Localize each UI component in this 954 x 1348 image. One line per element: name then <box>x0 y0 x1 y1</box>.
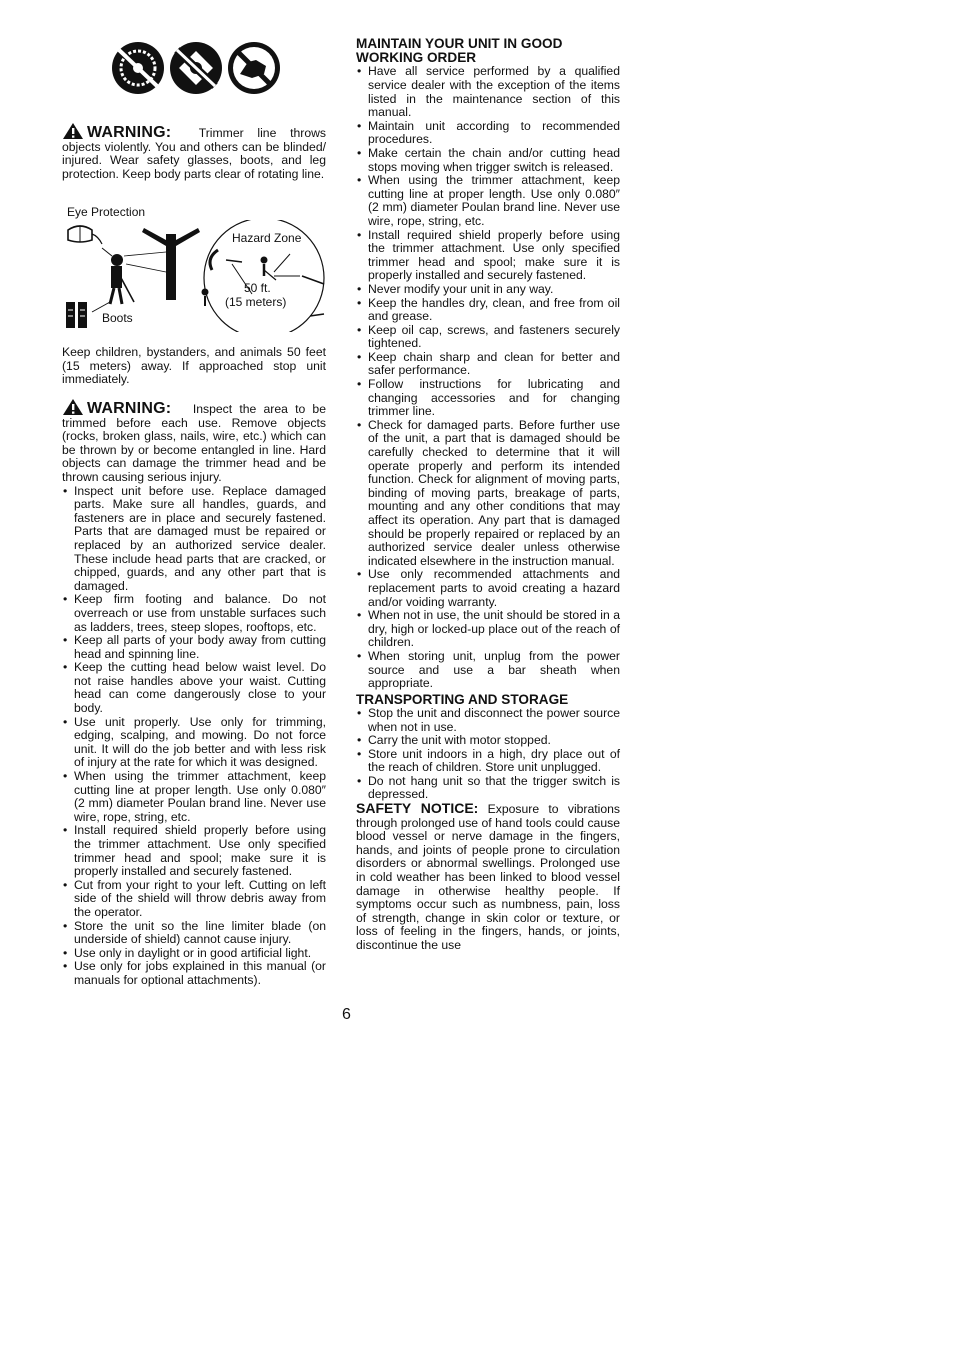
maintain-heading: MAINTAIN YOUR UNIT IN GOOD WORKING ORDER <box>356 36 563 66</box>
safety-notice-label: SAFETY NOTICE: <box>356 800 479 817</box>
list-item: • Check for damaged parts. Before further use of the unit, a part that is damaged should be carefully checked to determine that it will operate properly and perform its intended function. Check for alignment of moving parts, binding of moving parts, breakage of parts, mounting and any other conditions that may affect its operation. Any part that is damaged should be properly repaired or replaced by an authorized service dealer unless otherwise indicated elsewhere in the instruction manual. <box>356 419 620 569</box>
list-item: • Do not hang unit so that the trigger switch is depressed. <box>356 775 620 802</box>
list-item: • Keep all parts of your body away from cutting head and spinning line. <box>62 634 326 661</box>
transport-heading: TRANSPORTING AND STORAGE <box>356 691 569 707</box>
right-column-flow <box>356 37 620 953</box>
list-item: • Keep oil cap, screws, and fasteners securely tightened. <box>356 324 620 351</box>
list-item: • Keep the cutting head below waist level. Do not raise handles above your waist. Cutting head can come dangerously close to your body. <box>62 661 326 715</box>
list-item: • When using the trimmer attachment, keep cutting line at proper length. Use only 0.080″ (2 mm) diameter Poulan brand line. Never use wire, rope, string, etc. <box>62 770 326 824</box>
list-item: • Carry the unit with motor stopped. <box>356 734 620 748</box>
list-item: • Keep the handles dry, clean, and free from oil and grease. <box>356 297 620 324</box>
warning-label: WARNING: <box>87 124 172 141</box>
safety-notice-text: Exposure to vibrations through prolonged use of hand tools could cause blood vessel or nerve damage in the fingers, hands, and joints of people prone to circulation disorders or abnormal swellings. Prolonged use in cold weather has been linked to blood vessel damage in otherwise healthy people. If symptoms occur such as numbness, pain, loss of strength, change in skin color or texture, or loss of feeling in the fingers, hands, or joints, discontinue the use <box>356 802 621 953</box>
warning-inspect-paragraph <box>62 398 326 485</box>
transport-list <box>356 707 620 802</box>
hazard-zone-figure <box>62 204 326 334</box>
list-item: • Stop the unit and disconnect the power source when not in use. <box>356 707 620 734</box>
hand-prohibited-icon <box>228 42 280 94</box>
tree-icon <box>124 228 200 300</box>
list-item: • Maintain unit according to recommended procedures. <box>356 120 620 147</box>
list-item: • Use unit properly. Use only for trimming, edging, scalping, and mowing. Do not force unit. It will do the job better and with less risk of injury at the rate for which it was designed. <box>62 716 326 770</box>
hazard-zone-label: Hazard Zone <box>232 231 302 245</box>
list-item: • Make certain the chain and/or cutting head stops moving when trigger switch is released. <box>356 147 620 174</box>
bystanders-paragraph: Keep children, bystanders, and animals 50 feet (15 meters) away. If approached stop unit immediately. <box>62 345 326 387</box>
list-item: • Store unit indoors in a high, dry place out of the reach of children. Store unit unplugged. <box>356 748 620 775</box>
list-item: • Install required shield properly before using the trimmer attachment. Use only specified trimmer head and spool; make sure it is properly installed and securely fastened. <box>62 824 326 878</box>
list-item: • When using the trimmer attachment, keep cutting line at proper length. Use only 0.080″ (2 mm) diameter Poulan brand line. Never use wire, rope, string, etc. <box>356 174 620 228</box>
distance-m-label: (15 meters) <box>225 295 287 309</box>
list-item: • Use only recommended attachments and replacement parts to avoid creating a hazard and/or voiding warranty. <box>356 568 620 609</box>
page-number: 6 <box>342 1006 351 1023</box>
list-item: • Use only in daylight or in good artificial light. <box>62 947 326 961</box>
list-item: • Use only for jobs explained in this manual (or manuals for optional attachments). <box>62 960 326 987</box>
list-item: • Install required shield properly before using the trimmer attachment. Use only specified trimmer head and spool; make sure it is properly installed and securely fastened. <box>356 229 620 283</box>
list-item: • Have all service performed by a qualified service dealer with the exception of the items listed in the maintenance section of this manual. <box>356 65 620 119</box>
list-item: • Inspect unit before use. Replace damaged parts. Make sure all handles, guards, and fasteners are in place and securely fastened. Parts that are damaged must be repaired or replaced by an authorized service dealer. These include head parts that are cracked, or chipped, guards, and any other part that is damaged. <box>62 485 326 594</box>
list-item: • Follow instructions for lubricating and changing accessories and for changing trimmer line. <box>356 378 620 419</box>
list-item: • Never modify your unit in any way. <box>356 283 620 297</box>
blade-prohibited-icon <box>170 42 222 94</box>
list-item: • When storing unit, unplug from the power source and use a bar sheath when appropriate. <box>356 650 620 691</box>
eye-protection-label: Eye Protection <box>67 205 146 219</box>
list-item: • When not in use, the unit should be stored in a dry, high or locked-up place out of the reach of children. <box>356 609 620 650</box>
inspect-list <box>62 485 326 988</box>
warning-inspect-area <box>62 398 326 988</box>
list-item: • Keep firm footing and balance. Do not overreach or use from unstable surfaces such as ladders, trees, steep slopes, rooftops, etc. <box>62 593 326 634</box>
operator-icon <box>92 248 134 312</box>
warning-triangle-icon <box>62 122 84 140</box>
warning-triangle-icon <box>62 398 84 416</box>
warning-text: Inspect the area to be trimmed before each use. Remove objects (rocks, broken glass, nails, wire, etc.) which can be thrown by or become entangled in line. Hard objects can damage the trimmer head and be thrown causing serious injury. <box>62 402 326 484</box>
goggles-icon <box>68 226 102 244</box>
list-item: • Keep chain sharp and clean for better and safer performance. <box>356 351 620 378</box>
boots-label: Boots <box>102 311 133 325</box>
saw-blade-prohibited-icon <box>112 42 164 94</box>
warning-text: Trimmer line throws objects violently. You and others can be blinded/ injured. Wear safety glasses, boots, and leg protection. Keep body parts clear of rotating line. <box>62 126 326 181</box>
warning-label: WARNING: <box>87 400 172 417</box>
list-item: • Store the unit so the line limiter blade (on underside of shield) cannot cause injury. <box>62 920 326 947</box>
boots-icon <box>66 302 87 328</box>
distance-ft-label: 50 ft. <box>244 281 271 295</box>
safety-icons <box>110 40 282 96</box>
safety-notice-paragraph <box>356 802 620 953</box>
list-item: • Cut from your right to your left. Cutting on left side of the shield will throw debris away from the operator. <box>62 879 326 920</box>
warning-trimmer-line <box>62 122 326 181</box>
maintain-list <box>356 65 620 690</box>
